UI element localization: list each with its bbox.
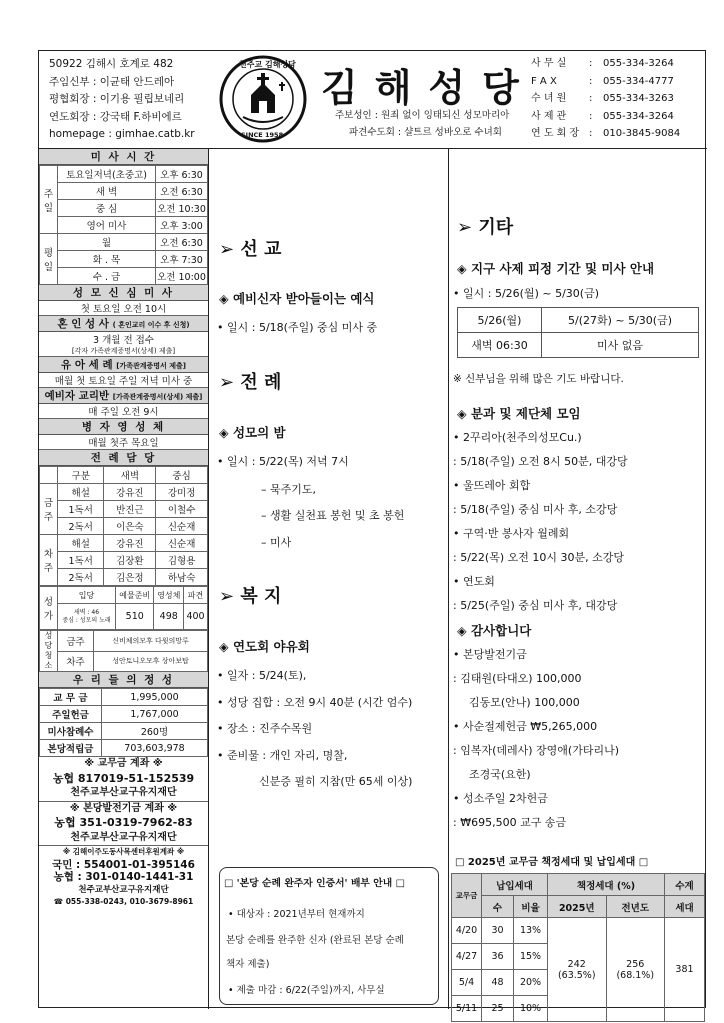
contact-row: 수 녀 원 : 055-334-3263 [531,93,674,105]
youth-president: 연도회장 : 강국태 F.하비에르 [49,110,182,123]
picnic-gathering: • 성당 집합 : 오전 9시 40분 (시간 엄수) [217,696,413,709]
page-title: 김해성당 [321,66,536,110]
thanks-item: • 성소주일 2차헌금 [453,792,548,805]
meeting-detail: : 5/18(주일) 중심 미사 후, 소강당 [453,503,618,516]
pilgrimage-notice-title: □ '본당 순례 완주자 인증서' 배부 안내 □ [224,878,405,889]
account-3: ※ 김해이주도동사목센터후원계좌 ※ 국민 : 554001-01-395146 농협 : 301-0140-1441-31 천주교부산교구유지재단 ☎ 055-338-0243, 010-3679-8961 [52,847,195,906]
section-etc: ➢ 기타 [457,217,514,238]
contact-list [531,55,680,143]
retreat-date: • 일시 : 5/26(월) ~ 5/30(금) [453,287,599,300]
patron-saint: 주보성인 : 원죄 없이 잉태되신 성모마리아 [335,110,510,121]
wedding-info: 3 개월 전 접수 [93,335,154,346]
logo-since: SINCE 1958 [241,131,284,139]
bulletin-page [38,50,706,1014]
homepage[interactable]: homepage : gimhae.catb.kr [49,128,195,140]
pilgrimage-target: • 대상자 : 2021년부터 현재까지 [228,909,365,920]
offering-table: 교 무 금 1,995,000 주일헌금 1,767,000 미사참례수 260명 본당적립금 703,603,978 [39,688,208,757]
meeting-item: • 구역·반 봉사자 월례회 [453,527,570,540]
catechumen-info: 매 주일 오전 9시 [39,404,208,419]
thanks-detail: : 김태원(타대오) 100,000 [453,672,582,685]
thanks-item: • 본당발전기금 [453,648,527,661]
parish-subtitle [335,107,509,141]
contact-row: 사 제 관 : 055-334-3264 [531,110,674,122]
account-1: ※ 교무금 계좌 ※ 농협 817019-51-152539 천주교부산교구유지재단 [39,757,208,802]
pilgrimage-desc: 본당 순례를 완주한 신자 (완료된 본당 순례 [226,935,404,946]
section-liturgy: ➢ 전 례 [219,372,282,393]
table-row: 4/20 30 13% 242 (63.5%) 256 (68.1%) 381 [452,918,705,944]
tithe-table-title: □ 2025년 교무금 책정세대 및 납입세대 □ [455,857,649,868]
meeting-item: • 연도회 [453,575,495,588]
pastor: 주임신부 : 이균태 안드레아 [49,75,175,88]
liturgy-duty-table: 구분 새벽 중심 금주 해설 강유진 강미정 1독서 반진근 이철수 2독서 이은숙 신순재 차주 해설 강유진 신순재 1독서 김장환 김형용 2독서 김은정 하남숙 [39,466,208,586]
marian-night-heading: ◈ 성모의 밤 [219,425,286,440]
contact-row: F A X : 055-334-4777 [531,75,674,87]
table-row: 5/11 25 10% [452,996,705,1022]
marian-night-item: – 미사 [261,536,292,549]
thanks-detail: : 임복자(데레사) 장영애(가타리나) [453,744,620,757]
picnic-place: • 장소 : 진주수목원 [217,722,313,735]
contact-row: 연 도 회 장 : 010-3845-9084 [531,128,681,140]
right-column [449,149,707,1014]
pilgrimage-deadline: • 제출 마감 : 6/22(주일)까지, 사무실 [228,985,385,996]
thanks-detail: : ₩695,500 교구 송금 [453,816,567,829]
pilgrimage-desc: 책자 제출) [226,959,270,970]
thanks-item: • 사순절제헌금 ₩5,265,000 [453,720,598,733]
table-row: 5/4 48 20% [452,970,705,996]
marian-night-item: – 생활 실천표 봉헌 및 초 봉헌 [261,509,405,522]
table-row: 4/27 36 15% [452,944,705,970]
wedding-docs: [각자 가족관계증명서(상세) 제출] [39,346,208,357]
infant-baptism-title: 유 아 세 례 [가족관계증명서 제출] [39,357,208,373]
mass-times-title: 미 사 시 간 [39,149,208,165]
wedding-title: 혼 인 성 사 ( 혼인교리 이수 후 신청) [39,316,208,332]
picnic-heading: ◈ 연도회 야유회 [219,639,310,654]
cleaning-table: 성당 청소 금주 신비체의모후 다윗의망루 차주 성안토니오모후 상아보탑 [39,630,208,672]
hymn-table: 성가 입당 예물준비 영성체 파견 새벽 : 46 중심 : 성모의 노래 510 498 400 [39,586,208,630]
sick-communion-info: 매월 첫주 목요일 [39,435,208,450]
marian-night-item: – 묵주기도, [261,483,316,496]
header [39,51,707,149]
picnic-id-note: 신분증 필히 지참(만 65세 이상) [259,775,413,788]
meeting-detail: : 5/18(주일) 오전 8시 50분, 대강당 [453,455,628,468]
marian-night-date: • 일시 : 5/22(목) 저녁 7시 [217,455,349,468]
thanks-detail: 조경국(요한) [469,768,531,781]
account-2: ※ 본당발전기금 계좌 ※ 농협 351-0319-7962-83 천주교부산교구유지재단 [39,802,208,847]
contact-row: 사 무 실 : 055-334-3264 [531,58,674,69]
meeting-item: • 울뜨레아 회합 [453,479,531,492]
offering-title: 우 리 들 의 정 성 [39,672,208,688]
pilgrimage-notice-box [219,867,439,1005]
section-mission: ➢ 선 교 [219,239,282,260]
middle-column [209,149,449,1009]
holy-hour-time: 첫 토요일 오전 10시 [39,301,208,316]
sick-communion-title: 병 자 영 성 체 [39,419,208,435]
meeting-detail: : 5/22(목) 오전 10시 30분, 소강당 [453,551,624,564]
mass-times-table: 주일 토요일저녁(초중고) 오후 6:30 새 벽 오전 6:30 중 심 오전 10:30 영어 미사 오후 3:00 평일 월 오전 6:30 화 . 목 오후 7:30 수 . 금 오전 10:00 [39,165,208,285]
parish-info [49,56,195,144]
meetings-heading: ◈ 분과 및 제단체 모임 [457,406,581,421]
logo-text: 천주교 김해성당 [239,60,296,69]
retreat-heading: ◈ 지구 사제 피정 기간 및 미사 안내 [457,261,655,276]
tithe-table: 교무금 납입세대 책정세대 (%) 수계 수 비율 2025년 전년도 세대 4/20 30 13% 242 (63.5%) 256 (68.1%) 381 4/27 36 15% 5/4 48 20% 5/11 25 10% [451,873,705,1022]
retreat-table: 5/26(월) 5/(27화) ~ 5/30(금) 새벽 06:30 미사 없음 [457,307,699,358]
picnic-date: • 일자 : 5/24(토), [217,669,307,682]
meeting-item: • 2꾸리아(천주의성모Cu.) [453,431,582,444]
thanks-detail: 김동모(안나) 100,000 [469,696,580,709]
holy-hour-title: 성 모 신 심 미 사 [39,285,208,301]
catechumen-title: 예비자 교리반 [가족관계증명서(상세) 제출] [39,388,208,404]
religious-order: 파견수도회 : 샬트르 성바오로 수녀회 [349,127,502,138]
left-column [39,149,209,1009]
catechumen-rite-date: • 일시 : 5/18(주일) 중심 미사 중 [217,321,378,334]
section-welfare: ➢ 복 지 [219,586,282,607]
address: 50922 김해시 호계로 482 [49,58,174,70]
council-president: 평협회장 : 이기용 필립보네리 [49,93,185,105]
liturgy-duty-title: 전 례 담 당 [39,450,208,466]
catechumen-rite-heading: ◈ 예비신자 받아들이는 예식 [219,291,375,306]
infant-baptism-info: 매월 첫 토요일 주일 저녁 미사 중 [39,373,208,388]
thanks-heading: ◈ 감사합니다 [457,623,532,638]
retreat-note: ※ 신부님을 위해 많은 기도 바랍니다. [453,373,624,385]
meeting-detail: : 5/25(주일) 중심 미사 후, 대강당 [453,599,618,612]
picnic-supplies: • 준비물 : 개인 자리, 명찰, [217,749,348,762]
